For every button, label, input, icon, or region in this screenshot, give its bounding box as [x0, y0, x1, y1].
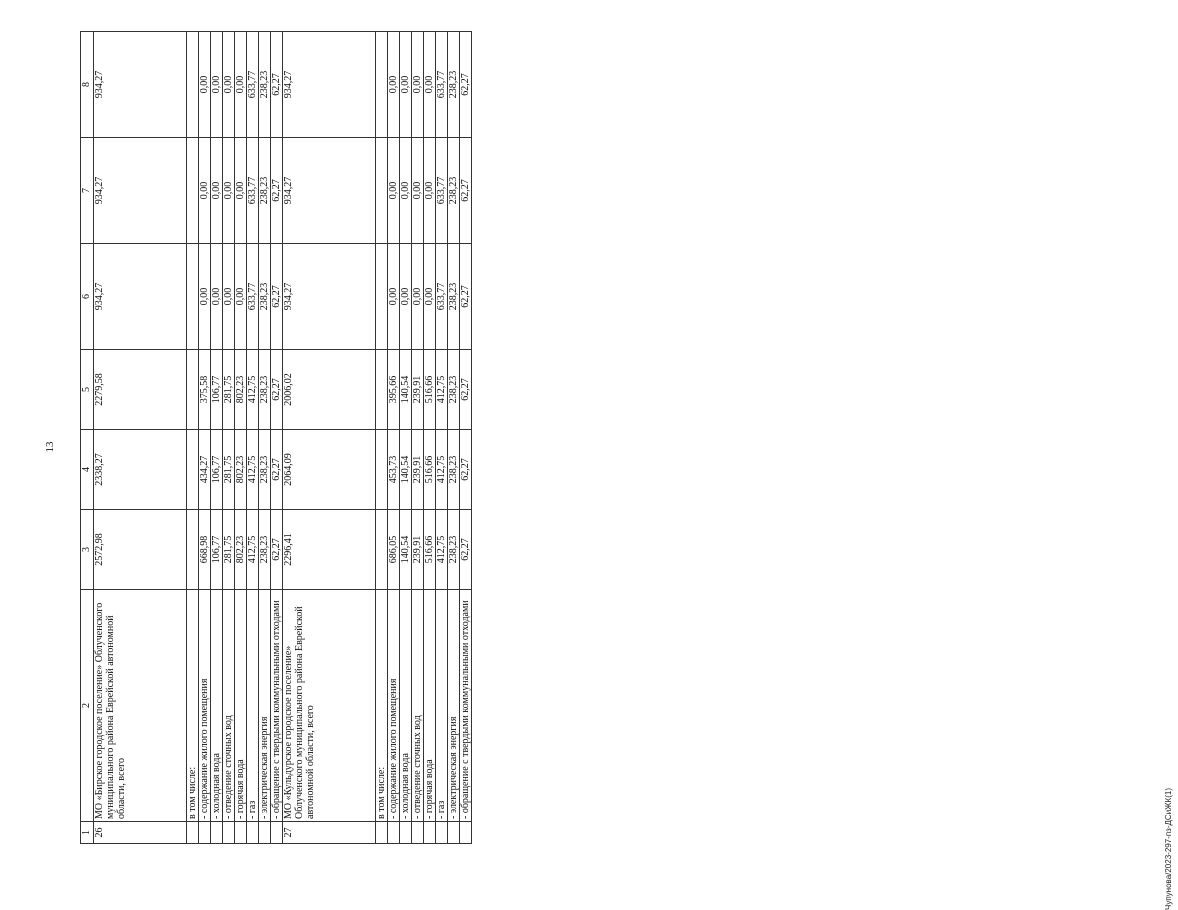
- table-cell-c6: 0,00: [424, 244, 436, 350]
- table-cell-c3: 62,27: [460, 510, 472, 590]
- table-cell-c2: - газ: [247, 590, 259, 822]
- table-cell-c4: 238,23: [448, 430, 460, 510]
- table-cell-c4: 434,27: [199, 430, 211, 510]
- table-cell-c5: 140,54: [400, 350, 412, 430]
- table-cell-c8: 633,77: [436, 32, 448, 138]
- table-cell-c6: [187, 244, 199, 350]
- table-cell-c3: 238,23: [448, 510, 460, 590]
- table-cell-c3: 62,27: [271, 510, 283, 590]
- table-cell-c4: 516,66: [424, 430, 436, 510]
- table-cell-c5: 516,66: [424, 350, 436, 430]
- table-cell-c2: в том числе:: [187, 590, 199, 822]
- table-cell-c1: [211, 822, 223, 844]
- table-cell-c6: 0,00: [388, 244, 400, 350]
- table-cell-c7: 0,00: [388, 138, 400, 244]
- table-cell-c7: 633,77: [436, 138, 448, 244]
- table-cell-c6: 238,23: [448, 244, 460, 350]
- table-cell-c1: 26: [94, 822, 187, 844]
- table-cell-c2: - холодная вода: [211, 590, 223, 822]
- table-cell-c2: - газ: [436, 590, 448, 822]
- table-row: [412, 32, 424, 844]
- table-cell-c7: 934,27: [283, 138, 376, 244]
- table-cell-c1: [271, 822, 283, 844]
- header-col-3: 3: [81, 510, 94, 590]
- table-cell-c2: в том числе:: [376, 590, 388, 822]
- table-cell-c6: [376, 244, 388, 350]
- table-cell-c7: [376, 138, 388, 244]
- header-col-5: 5: [81, 350, 94, 430]
- table-row: [424, 32, 436, 844]
- table-cell-c7: 62,27: [271, 138, 283, 244]
- side-note: Чупунова/2023-297-пз-ДСиЖК(1): [1164, 788, 1173, 910]
- table-cell-c5: 375,58: [199, 350, 211, 430]
- table-cell-c6: 62,27: [460, 244, 472, 350]
- table-cell-c5: 412,75: [247, 350, 259, 430]
- table-cell-c6: 934,27: [283, 244, 376, 350]
- table-cell-c4: 140,54: [400, 430, 412, 510]
- table-cell-c6: 0,00: [235, 244, 247, 350]
- table-cell-c4: 106,77: [211, 430, 223, 510]
- table-cell-c3: 106,77: [211, 510, 223, 590]
- table-cell-c2: - электрическая энергия: [448, 590, 460, 822]
- table-row: [283, 32, 376, 844]
- table-cell-c5: 238,23: [448, 350, 460, 430]
- header-col-4: 4: [81, 430, 94, 510]
- table-cell-c4: 239,91: [412, 430, 424, 510]
- table-cell-c2: МО «Кульдурское городское поселение» Облученского муниципального района Еврейской автономной области, всего: [283, 590, 376, 822]
- header-col-6: 6: [81, 244, 94, 350]
- table-cell-c5: [187, 350, 199, 430]
- table-cell-c1: [187, 822, 199, 844]
- table-cell-c6: 633,77: [247, 244, 259, 350]
- table-cell-c8: 0,00: [235, 32, 247, 138]
- table-cell-c7: 0,00: [400, 138, 412, 244]
- table-cell-c2: - содержание жилого помещения: [388, 590, 400, 822]
- table-cell-c6: 0,00: [400, 244, 412, 350]
- table-body: [94, 32, 472, 844]
- table-cell-c3: 238,23: [259, 510, 271, 590]
- table-cell-c1: [424, 822, 436, 844]
- table-cell-c4: 2338,27: [94, 430, 187, 510]
- table-cell-c3: 668,98: [199, 510, 211, 590]
- table-cell-c4: 238,23: [259, 430, 271, 510]
- table-cell-c7: 0,00: [412, 138, 424, 244]
- table-cell-c1: [199, 822, 211, 844]
- table-cell-c8: 0,00: [223, 32, 235, 138]
- table-cell-c2: - холодная вода: [400, 590, 412, 822]
- table-cell-c7: 0,00: [235, 138, 247, 244]
- table-cell-c3: [376, 510, 388, 590]
- table-row: [259, 32, 271, 844]
- table-cell-c1: 27: [283, 822, 376, 844]
- table-cell-c7: 0,00: [424, 138, 436, 244]
- table-cell-c5: [376, 350, 388, 430]
- table-cell-c4: 2064,09: [283, 430, 376, 510]
- table-cell-c6: 0,00: [412, 244, 424, 350]
- header-col-8: 8: [81, 32, 94, 138]
- table-cell-c2: МО «Бирское городское поселение» Облученского муниципального района Еврейской автономной области, всего: [94, 590, 187, 822]
- table-row: [460, 32, 472, 844]
- table-cell-c6: 62,27: [271, 244, 283, 350]
- table-cell-c8: 934,27: [94, 32, 187, 138]
- table-row: [247, 32, 259, 844]
- table-row: [376, 32, 388, 844]
- table-cell-c4: 281,75: [223, 430, 235, 510]
- table-cell-c1: [235, 822, 247, 844]
- table-cell-c7: 238,23: [259, 138, 271, 244]
- tariff-table: [80, 31, 472, 844]
- table-cell-c4: 62,27: [271, 430, 283, 510]
- table-cell-c2: - отведение сточных вод: [223, 590, 235, 822]
- table-cell-c3: 2296,41: [283, 510, 376, 590]
- table-cell-c5: 239,91: [412, 350, 424, 430]
- table-cell-c8: 238,23: [259, 32, 271, 138]
- table-cell-c1: [400, 822, 412, 844]
- table-row: [271, 32, 283, 844]
- table-cell-c1: [247, 822, 259, 844]
- table-cell-c5: 395,66: [388, 350, 400, 430]
- table-cell-c2: - содержание жилого помещения: [199, 590, 211, 822]
- table-cell-c8: 633,77: [247, 32, 259, 138]
- table-cell-c3: 239,91: [412, 510, 424, 590]
- table-cell-c2: - электрическая энергия: [259, 590, 271, 822]
- table-cell-c5: 281,75: [223, 350, 235, 430]
- side-note-container: [604, 458, 1173, 910]
- table-cell-c3: 412,75: [436, 510, 448, 590]
- table-cell-c4: 802,23: [235, 430, 247, 510]
- table-cell-c3: 140,54: [400, 510, 412, 590]
- table-cell-c2: - отведение сточных вод: [412, 590, 424, 822]
- table-row: [448, 32, 460, 844]
- table-cell-c7: 62,27: [460, 138, 472, 244]
- table-cell-c4: [187, 430, 199, 510]
- table-cell-c4: 412,75: [436, 430, 448, 510]
- table-cell-c5: 62,27: [460, 350, 472, 430]
- header-col-1: 1: [81, 822, 94, 844]
- table-row: [235, 32, 247, 844]
- table-cell-c7: 0,00: [223, 138, 235, 244]
- table-cell-c3: [187, 510, 199, 590]
- rotated-table-container: [80, 32, 608, 844]
- table-cell-c1: [448, 822, 460, 844]
- table-row: [223, 32, 235, 844]
- table-cell-c2: - горячая вода: [235, 590, 247, 822]
- table-cell-c6: 0,00: [211, 244, 223, 350]
- table-cell-c8: 238,23: [448, 32, 460, 138]
- table-cell-c3: 281,75: [223, 510, 235, 590]
- table-cell-c8: 62,27: [271, 32, 283, 138]
- table-cell-c4: 62,27: [460, 430, 472, 510]
- table-row: [94, 32, 187, 844]
- table-row: [400, 32, 412, 844]
- table-cell-c3: 412,75: [247, 510, 259, 590]
- table-cell-c6: 238,23: [259, 244, 271, 350]
- table-cell-c5: 238,23: [259, 350, 271, 430]
- table-cell-c5: 62,27: [271, 350, 283, 430]
- table-cell-c5: 106,77: [211, 350, 223, 430]
- table-cell-c2: - обращение с твердыми коммунальными отходами: [460, 590, 472, 822]
- table-cell-c5: 412,75: [436, 350, 448, 430]
- page-number: 13: [44, 441, 56, 453]
- table-row: [388, 32, 400, 844]
- table-cell-c7: 0,00: [211, 138, 223, 244]
- table-cell-c7: 0,00: [199, 138, 211, 244]
- table-cell-c8: 0,00: [424, 32, 436, 138]
- header-col-2: 2: [81, 590, 94, 822]
- table-cell-c3: 686,05: [388, 510, 400, 590]
- table-header: [81, 32, 94, 844]
- header-col-7: 7: [81, 138, 94, 244]
- table-cell-c8: 62,27: [460, 32, 472, 138]
- table-cell-c7: [187, 138, 199, 244]
- table-cell-c1: [388, 822, 400, 844]
- table-cell-c8: 0,00: [400, 32, 412, 138]
- table-cell-c6: 633,77: [436, 244, 448, 350]
- table-row: [187, 32, 199, 844]
- table-cell-c1: [460, 822, 472, 844]
- table-cell-c2: - обращение с твердыми коммунальными отходами: [271, 590, 283, 822]
- table-cell-c3: 516,66: [424, 510, 436, 590]
- table-cell-c3: 802,23: [235, 510, 247, 590]
- table-cell-c6: 0,00: [223, 244, 235, 350]
- table-cell-c8: 0,00: [388, 32, 400, 138]
- table-cell-c8: 0,00: [412, 32, 424, 138]
- table-row: [211, 32, 223, 844]
- table-cell-c8: 0,00: [211, 32, 223, 138]
- table-cell-c4: [376, 430, 388, 510]
- table-cell-c1: [436, 822, 448, 844]
- table-cell-c7: 633,77: [247, 138, 259, 244]
- table-cell-c2: - горячая вода: [424, 590, 436, 822]
- table-cell-c6: 0,00: [199, 244, 211, 350]
- table-cell-c4: 453,73: [388, 430, 400, 510]
- header-row: [81, 32, 94, 844]
- table-cell-c1: [223, 822, 235, 844]
- table-cell-c1: [259, 822, 271, 844]
- table-cell-c5: 2279,58: [94, 350, 187, 430]
- table-row: [199, 32, 211, 844]
- table-cell-c5: 2006,02: [283, 350, 376, 430]
- table-cell-c8: [376, 32, 388, 138]
- table-cell-c6: 934,27: [94, 244, 187, 350]
- table-cell-c3: 2572,98: [94, 510, 187, 590]
- table-cell-c1: [412, 822, 424, 844]
- table-cell-c8: [187, 32, 199, 138]
- table-row: [436, 32, 448, 844]
- table-cell-c7: 238,23: [448, 138, 460, 244]
- table-cell-c4: 412,75: [247, 430, 259, 510]
- table-cell-c1: [376, 822, 388, 844]
- table-cell-c8: 0,00: [199, 32, 211, 138]
- table-cell-c5: 802,23: [235, 350, 247, 430]
- table-cell-c7: 934,27: [94, 138, 187, 244]
- table-cell-c8: 934,27: [283, 32, 376, 138]
